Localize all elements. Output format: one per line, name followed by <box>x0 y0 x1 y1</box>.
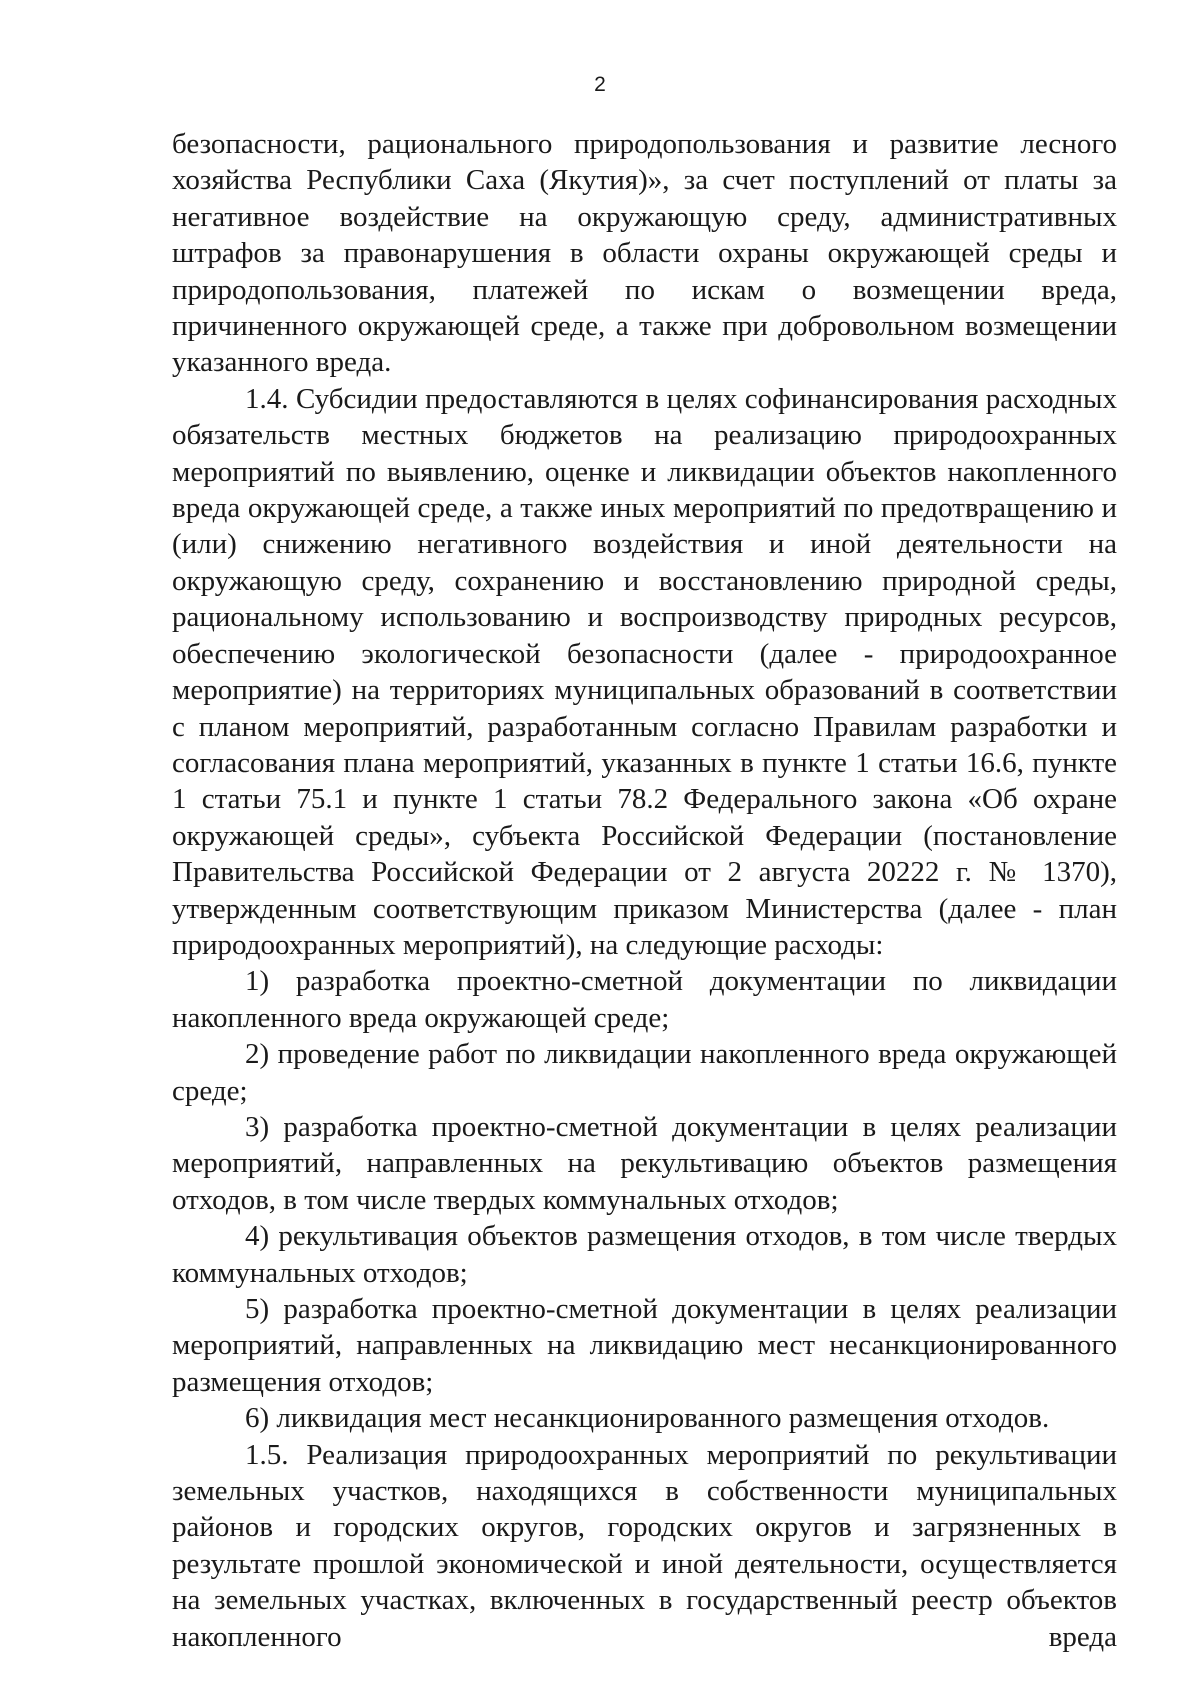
paragraph-section-1-5: 1.5. Реализация природоохранных мероприятий по рекультивации земельных участков, находящихся в собственности муниципальных районов и городских округов, городских округов и загрязненных в результате прошлой экономической и иной деятельности, осуществляется на земельных участках, включенных в государственный реестр объектов накопленного вреда <box>172 1438 1117 1653</box>
document-body <box>172 126 1117 1655</box>
page-number: 2 <box>594 73 606 96</box>
list-item-6: 6) ликвидация мест несанкционированного размещения отходов. <box>245 1402 1050 1435</box>
list-item-5: 5) разработка проектно-сметной документации в целях реализации мероприятий, направленных на ликвидацию мест несанкционированного размещения отходов; <box>172 1293 1117 1398</box>
paragraph-section-1-4: 1.4. Субсидии предоставляются в целях софинансирования расходных обязательств местных бюджетов на реализацию природоохранных мероприятий по выявлению, оценке и ликвидации объектов накопленного вреда окружающей среде, а также иных мероприятий по предотвращению и (или) снижению негативного воздействия и иной деятельности на окружающую среду, сохранению и восстановлению природной среды, рациональному использованию и воспроизводству природных ресурсов, обеспечению экологической безопасности (далее - природоохранное мероприятие) на территориях муниципальных образований в соответствии с планом мероприятий, разработанным согласно Правилам разработки и согласования плана мероприятий, указанных в пункте 1 статьи 16.6, пункте 1 статьи 75.1 и пункте 1 статьи 78.2 Федерального закона «Об охране окружающей среды», субъекта Российской Федерации (постановление Правительства Российской Федерации от 2 августа 20222 г. № 1370), утвержденным соответствующим приказом Министерства (далее - план природоохранных мероприятий), на следующие расходы: <box>172 382 1117 961</box>
list-item-4: 4) рекультивация объектов размещения отходов, в том числе твердых коммунальных отходов; <box>172 1220 1117 1289</box>
list-item-3: 3) разработка проектно-сметной документации в целях реализации мероприятий, направленных на рекультивацию объектов размещения отходов, в том числе твердых коммунальных отходов; <box>172 1110 1117 1216</box>
paragraph-continuation: безопасности, рационального природопользования и развитие лесного хозяйства Республики Саха (Якутия)», за счет поступлений от платы за негативное воздействие на окружающую среду, административных штрафов за правонарушения в области охраны окружающей среды и природопользования, платежей по искам о возмещении вреда, причиненного окружающей среде, а также при добровольном возмещении указанного вреда. <box>172 128 1117 379</box>
list-item-1: 1) разработка проектно-сметной документации по ликвидации накопленного вреда окружающей среде; <box>172 965 1117 1034</box>
list-item-2: 2) проведение работ по ликвидации накопленного вреда окружающей среде; <box>172 1038 1117 1107</box>
